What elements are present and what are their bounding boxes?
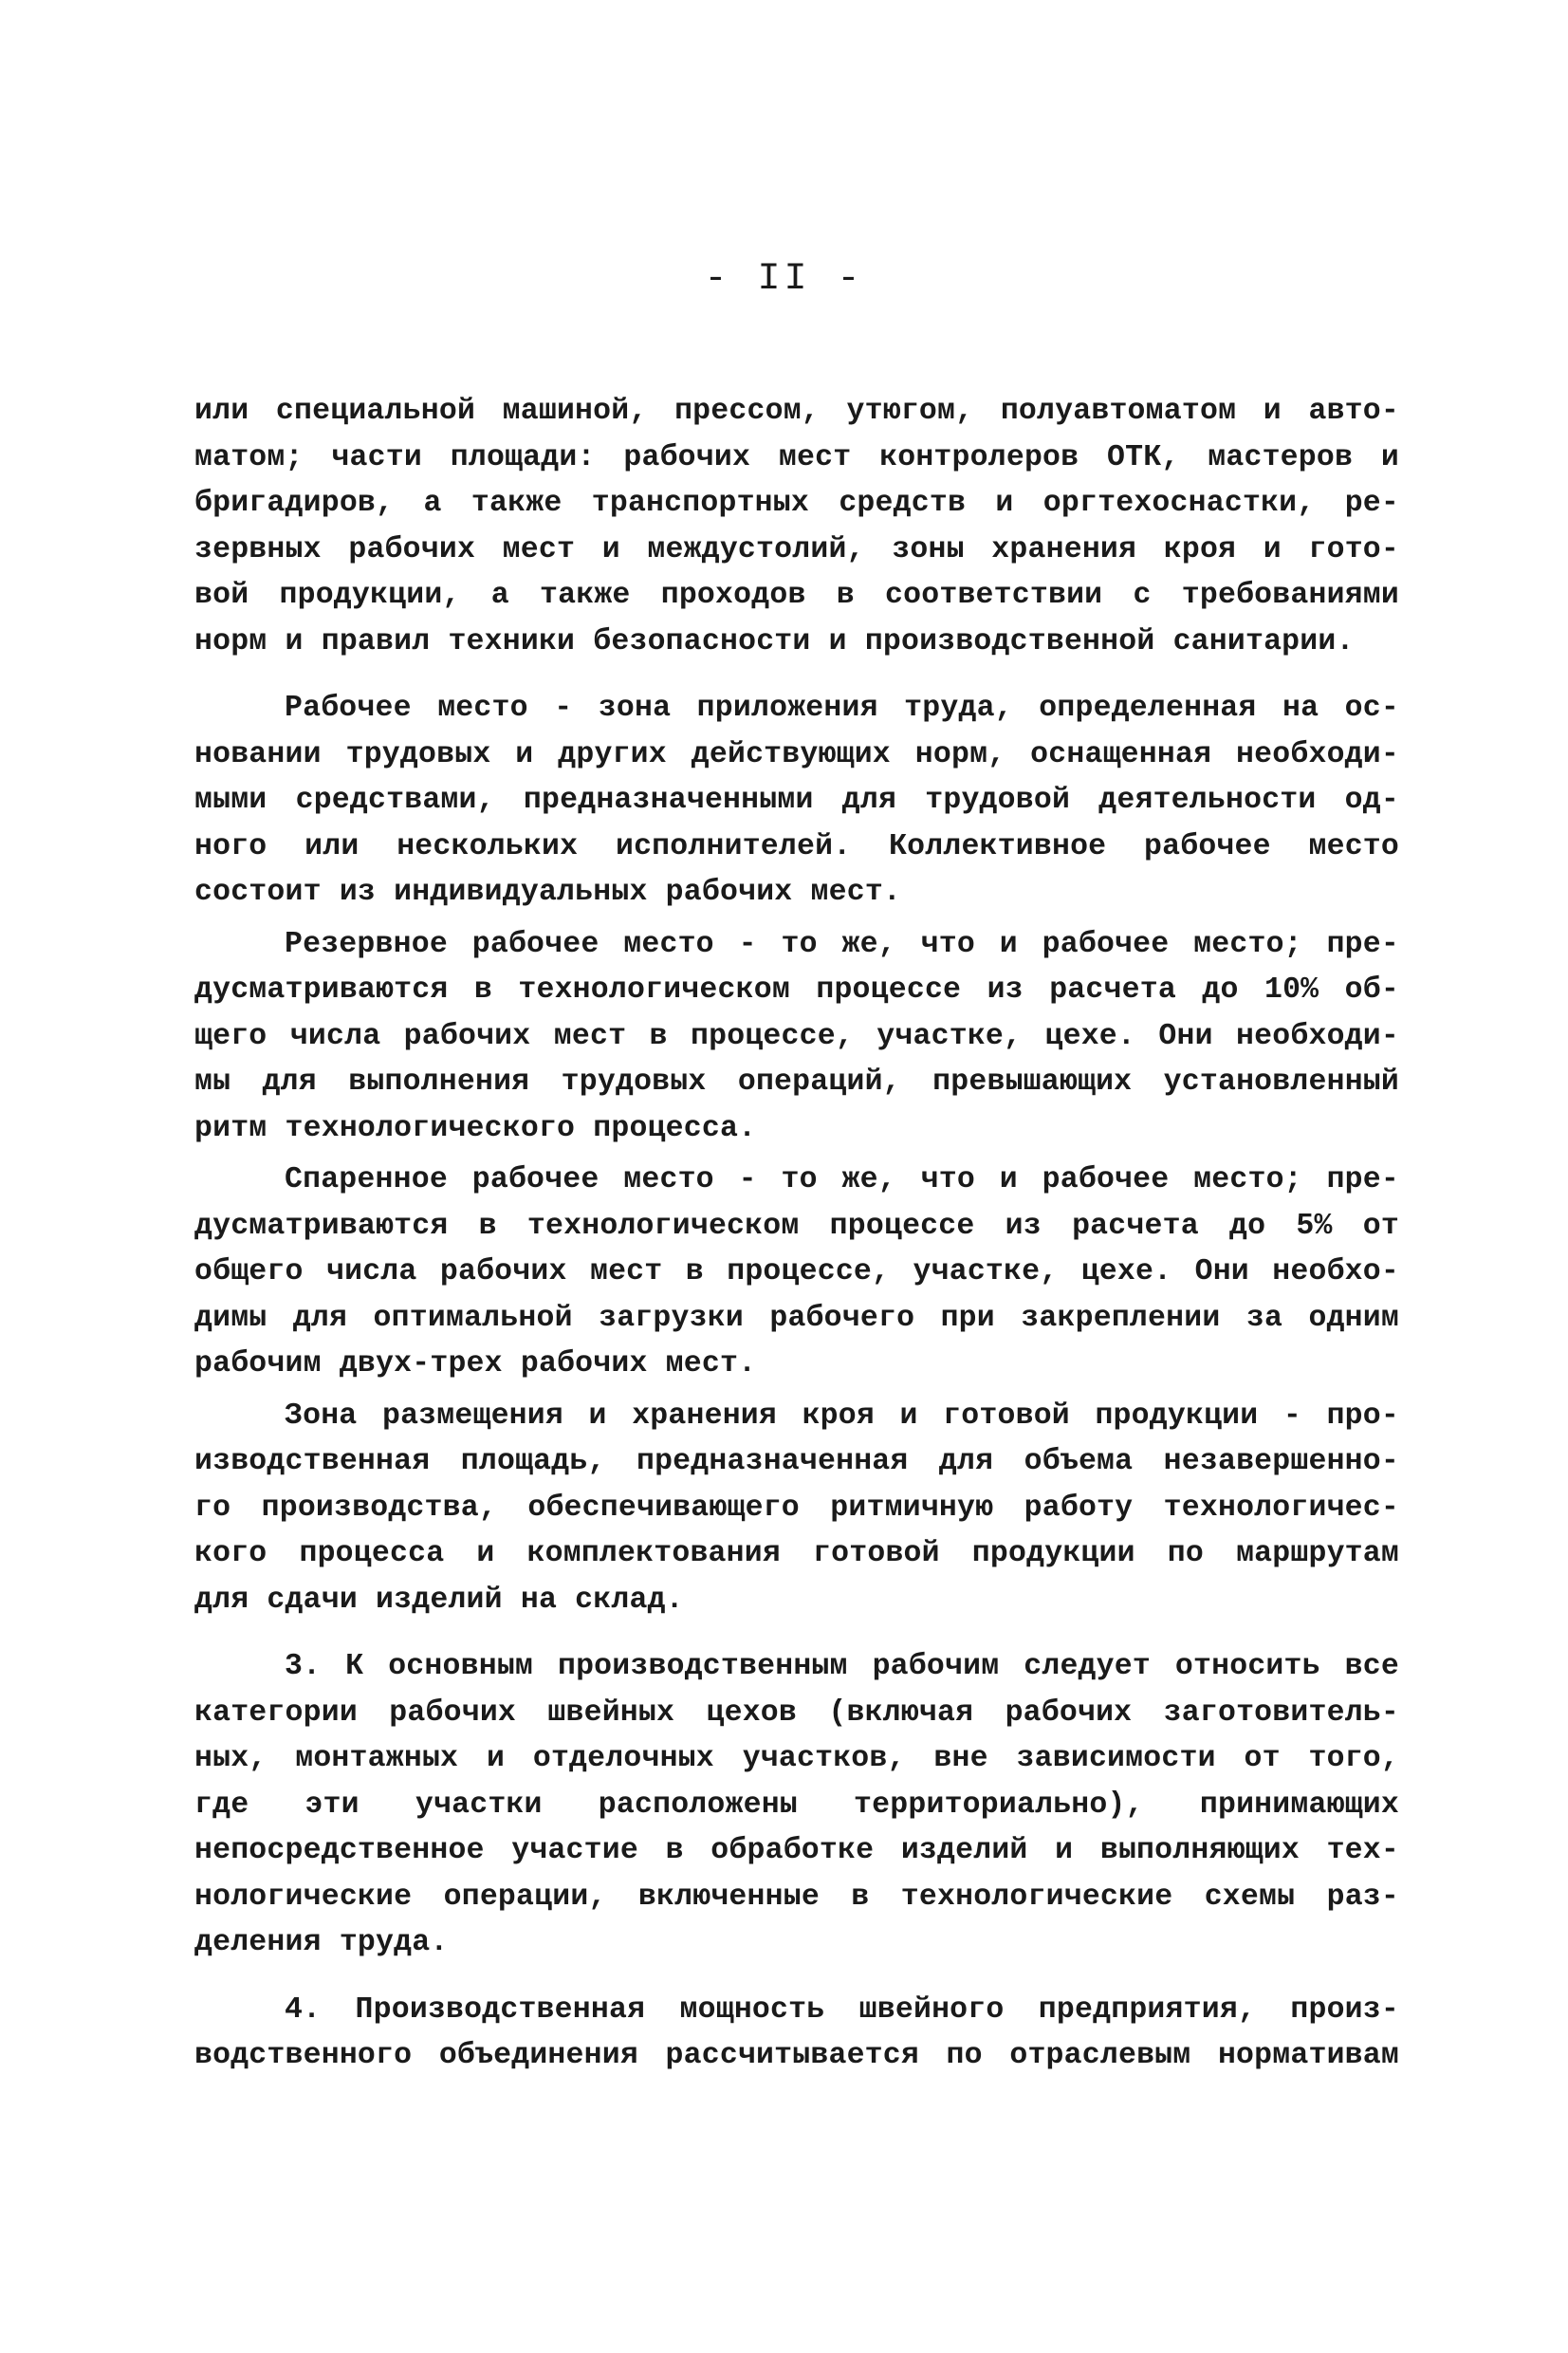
- text-line: ного или нескольких исполнителей. Коллективное рабочее место: [194, 829, 1399, 863]
- text-line: деления труда.: [194, 1926, 449, 1959]
- text-line: норм и правил техники безопасности и производственной санитарии.: [194, 624, 1355, 658]
- text-line: непосредственное участие в обработке изделий и выполняющих тех-: [194, 1834, 1399, 1867]
- text-line: ных, монтажных и отделочных участков, вне зависимости от того,: [194, 1742, 1399, 1775]
- paragraph-storage-zone: [194, 1394, 1399, 1624]
- paragraph-continuation: [194, 389, 1399, 665]
- text-line: дусматриваются в технологическом процессе из расчета до 10% об-: [194, 973, 1399, 1007]
- text-line: для сдачи изделий на склад.: [194, 1583, 684, 1617]
- text-line: состоит из индивидуальных рабочих мест.: [194, 876, 902, 909]
- text-line: вой продукции, а также проходов в соответствии с требованиями: [194, 579, 1399, 612]
- text-line: где эти участки расположены территориально), принимающих: [194, 1788, 1399, 1822]
- page-number: - II -: [704, 258, 864, 301]
- text-line: мы для выполнения трудовых операций, превышающих установленный: [194, 1065, 1399, 1099]
- text-line: бригадиров, а также транспортных средств и оргтехоснастки, ре-: [194, 487, 1399, 520]
- text-line: категории рабочих швейных цехов (включая рабочих заготовитель-: [194, 1695, 1399, 1730]
- text-line: мыми средствами, предназначенными для трудовой деятельности од-: [194, 784, 1399, 817]
- text-line: новании трудовых и других действующих норм, оснащенная необходи-: [194, 737, 1399, 771]
- text-line: го производства, обеспечивающего ритмичную работу технологичес-: [194, 1491, 1399, 1525]
- body-text: [194, 389, 1399, 2080]
- text-line: матом; части площади: рабочих мест контролеров ОТК, мастеров и: [194, 440, 1399, 474]
- text-line: или специальной машиной, прессом, утюгом, полуавтоматом и авто-: [194, 395, 1399, 428]
- text-line: димы для оптимальной загрузки рабочего при закреплении за одним: [194, 1301, 1399, 1335]
- text-line: щего числа рабочих мест в процессе, участке, цехе. Они необходи-: [194, 1019, 1399, 1053]
- text-line: рабочим двух-трех рабочих мест.: [194, 1347, 757, 1380]
- text-line: Резервное рабочее место - то же, что и рабочее место; пре-: [285, 927, 1399, 961]
- text-line: кого процесса и комплектования готовой продукции по маршрутам: [194, 1537, 1399, 1570]
- text-line: изводственная площадь, предназначенная для объема незавершенно-: [194, 1445, 1399, 1478]
- text-line: 4. Производственная мощность швейного предприятия, произ-: [285, 1992, 1399, 2027]
- text-line: дусматриваются в технологическом процессе из расчета до 5% от: [194, 1209, 1399, 1243]
- text-line: ритм технологического процесса.: [194, 1111, 757, 1145]
- paragraph-paired-workplace: [194, 1158, 1399, 1388]
- text-line: Рабочее место - зона приложения труда, определенная на ос-: [285, 692, 1399, 725]
- text-line: Зона размещения и хранения кроя и готовой продукции - про-: [285, 1399, 1399, 1433]
- paragraph-item-3: [194, 1644, 1399, 1967]
- paragraph-reserve-workplace: [194, 922, 1399, 1153]
- text-line: 3. К основным производственным рабочим следует относить все: [285, 1650, 1399, 1683]
- paragraph-item-4: [194, 1988, 1399, 2080]
- text-line: общего числа рабочих мест в процессе, участке, цехе. Они необхо-: [194, 1255, 1399, 1288]
- text-line: водственного объединения рассчитывается по отраслевым нормативам: [194, 2039, 1399, 2072]
- text-line: Спаренное рабочее место - то же, что и рабочее место; пре-: [285, 1163, 1399, 1196]
- text-line: зервных рабочих мест и междустолий, зоны хранения кроя и гото-: [194, 532, 1399, 566]
- paragraph-workplace-definition: [194, 686, 1399, 917]
- text-line: нологические операции, включенные в технологические схемы раз-: [194, 1880, 1399, 1914]
